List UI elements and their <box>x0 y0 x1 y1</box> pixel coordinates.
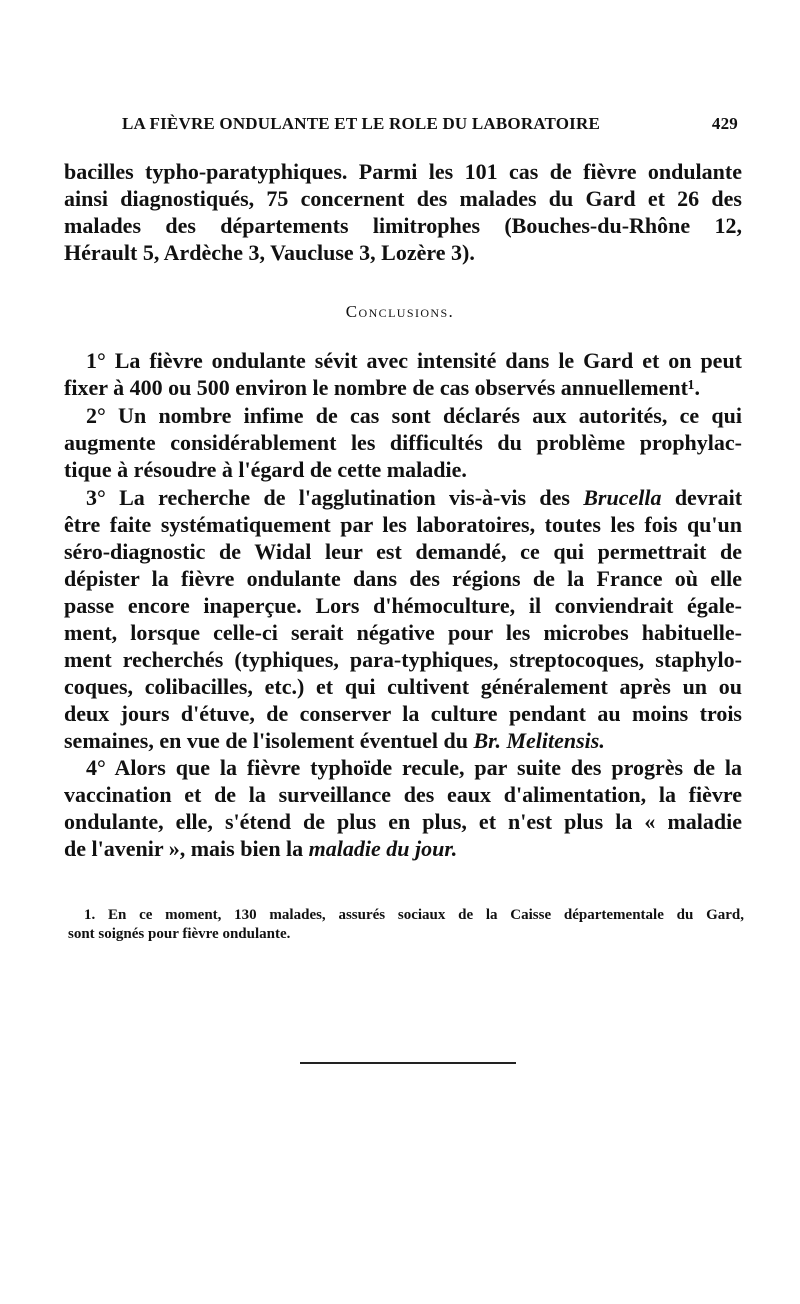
text-line: coques, colibacilles, etc.) et qui cultivent généralement après un ou <box>64 674 742 699</box>
text-line: être faite systématiquement par les laboratoires, toutes les fois qu'un <box>64 512 742 537</box>
text-run: devrait <box>674 485 743 510</box>
intro-paragraph <box>64 158 742 266</box>
text-line: tique à résoudre à l'égard de cette maladie. <box>64 457 467 482</box>
text-line: dépister la fièvre ondulante dans des régions de la France où elle <box>64 566 742 591</box>
text-line: 4° Alors que la fièvre typhoïde recule, par suite des progrès de la <box>86 755 742 780</box>
text-line: ment, lorsque celle-ci serait négative pour les microbes habituelle- <box>64 620 742 645</box>
footnote <box>68 906 744 944</box>
text-line: augmente considérablement les difficultés du problème prophylac- <box>64 430 742 455</box>
text-line: fixer à 400 ou 500 environ le nombre de cas observés annuellement¹. <box>64 375 701 400</box>
text-line <box>86 484 742 511</box>
text-run: 3° La recherche de l'agglutination vis-à-vis des <box>86 485 570 510</box>
text-line: ment recherchés (typhiques, para-typhiques, streptocoques, staphylo- <box>64 647 742 672</box>
footnote-line: sont soignés pour fièvre ondulante. <box>68 926 291 942</box>
italic-term: Br. Melitensis. <box>473 728 605 753</box>
text-line: passe encore inaperçue. Lors d'hémoculture, il conviendrait égale- <box>64 593 742 618</box>
text-line: deux jours d'étuve, de conserver la culture pendant au moins trois <box>64 701 742 726</box>
text-line: 1° La fièvre ondulante sévit avec intensité dans le Gard et on peut <box>86 348 742 373</box>
text-line: ainsi diagnostiqués, 75 concernent des malades du Gard et 26 des <box>64 186 742 211</box>
running-head-title: LA FIÈVRE ONDULANTE ET LE ROLE DU LABORATOIRE <box>122 114 601 133</box>
conclusion-3 <box>64 484 742 754</box>
text-line: ondulante, elle, s'étend de plus en plus, et n'est plus la « maladie <box>64 809 742 834</box>
page-number: 429 <box>711 114 738 133</box>
text-line: malades des départements limitrophes (Bouches-du-Rhône 12, <box>64 213 742 238</box>
running-head <box>122 114 738 138</box>
text-run: semaines, en vue de l'isolement éventuel du <box>64 728 468 753</box>
text-line <box>64 727 742 754</box>
conclusion-4 <box>64 754 742 862</box>
text-line <box>64 835 742 862</box>
text-line: Hérault 5, Ardèche 3, Vaucluse 3, Lozère 3). <box>64 240 475 265</box>
text-run: de l'avenir », mais bien la <box>64 836 304 861</box>
italic-term: Brucella <box>583 485 662 510</box>
text-line: 2° Un nombre infime de cas sont déclarés aux autorités, ce qui <box>86 403 742 428</box>
conclusion-2 <box>64 402 742 483</box>
text-line: vaccination et de la surveillance des eaux d'alimentation, la fièvre <box>64 782 742 807</box>
text-line: bacilles typho-paratyphiques. Parmi les 101 cas de fièvre ondulante <box>64 159 742 184</box>
text-line: séro-diagnostic de Widal leur est demandé, ce qui permettrait de <box>64 539 742 564</box>
conclusion-1 <box>64 347 742 401</box>
italic-term: maladie du jour. <box>308 836 458 861</box>
footnote-line: 1. En ce moment, 130 malades, assurés sociaux de la Caisse départementale du Gard, <box>84 907 744 923</box>
section-heading: Conclusions. <box>345 302 455 321</box>
end-rule <box>300 1062 516 1064</box>
